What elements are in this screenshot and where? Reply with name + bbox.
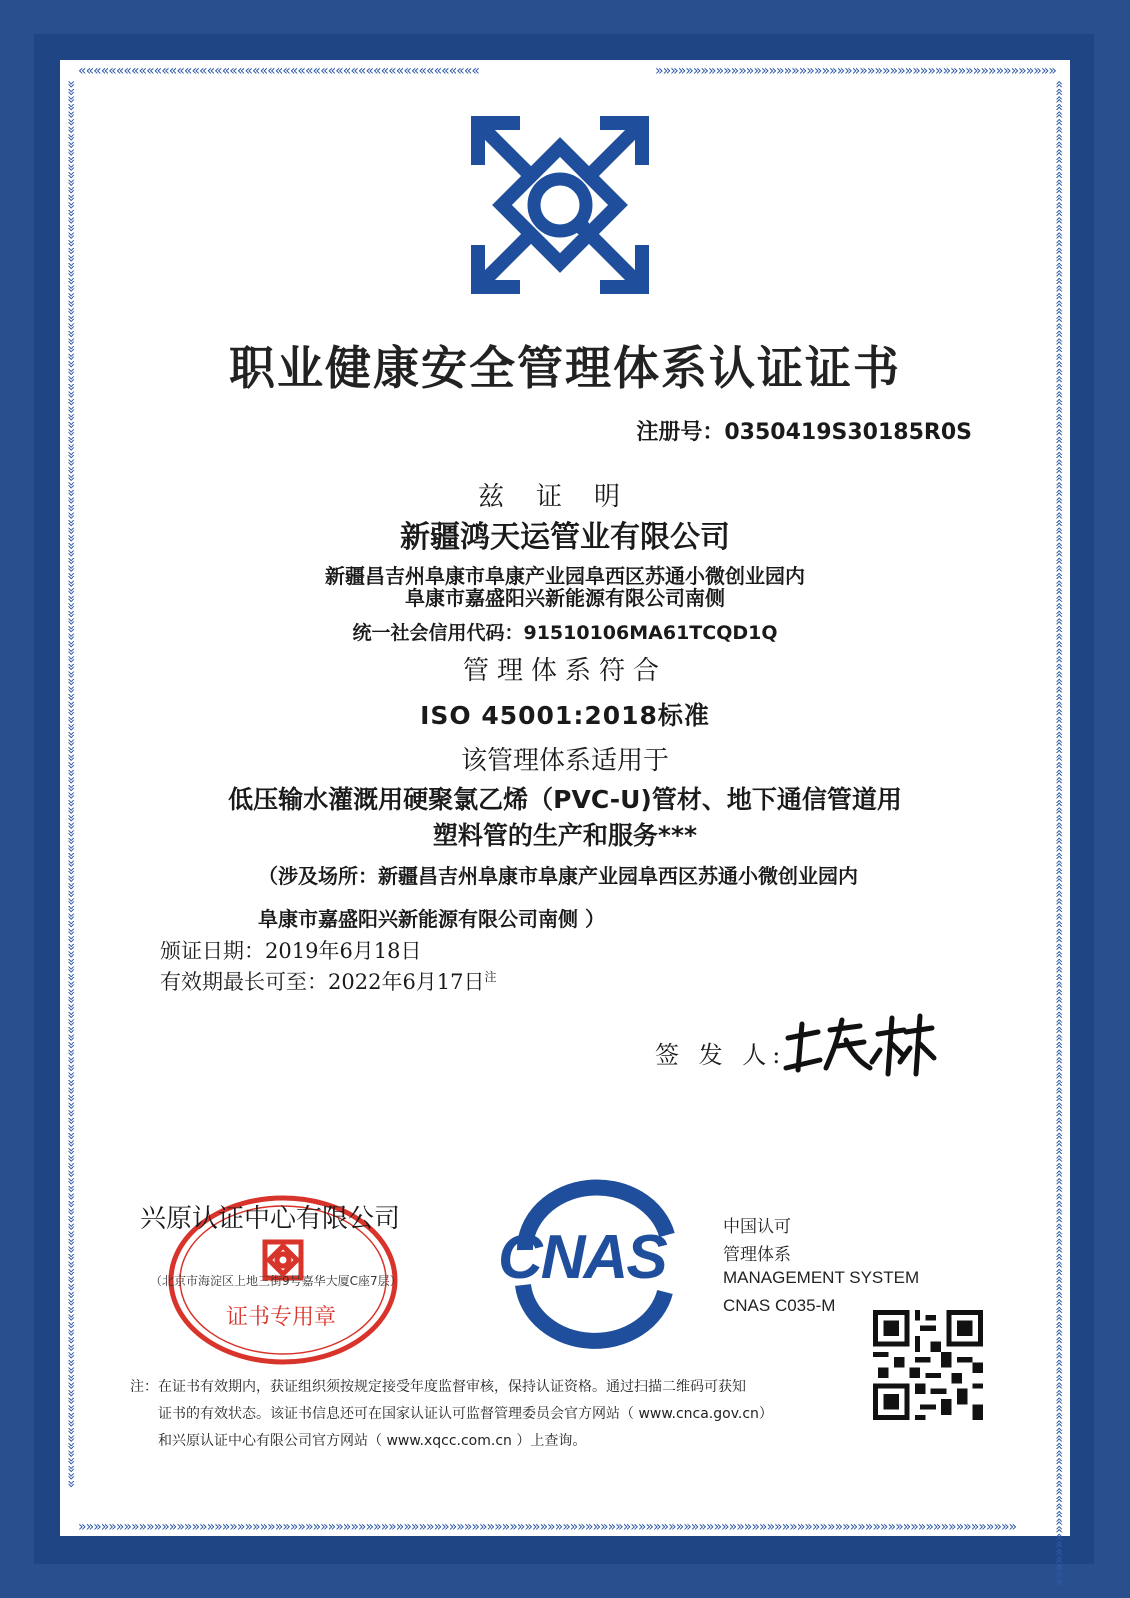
footnote-line1: 注：在证书有效期内，获证组织须按规定接受年度监督审核，保持认证资格。通过扫描二维码可获知 [130,1379,746,1395]
footnote-line3: 和兴原认证中心有限公司官方网站（ www.xqcc.com.cn ）上查询。 [158,1433,587,1449]
conforms-text: 管理体系符合 [462,656,667,686]
company-name: 新疆鸿天运管业有限公司 [400,520,730,555]
credit-code: 统一社会信用代码：91510106MA61TCQD1Q [352,622,778,644]
certification-emblem-icon [470,115,650,295]
cnas-line4: CNAS C035-M [723,1296,836,1315]
scope-line1: 低压输水灌溉用硬聚氯乙烯（PVC-U)管材、地下通信管道用 [228,785,902,814]
company-address-line1: 新疆昌吉州阜康市阜康产业园阜西区苏通小微创业园内 [325,564,805,588]
seal-bottom-text: 证书专用章 [226,1305,337,1330]
cnas-line2: 管理体系 [723,1245,791,1264]
site-line1: （涉及场所：新疆昌吉州阜康市阜康产业园阜西区苏通小微创业园内 [258,864,858,888]
cnas-line3: MANAGEMENT SYSTEM [723,1268,920,1287]
qr-code-icon[interactable] [873,1310,983,1420]
cnas-logo-text: CNAS [498,1223,666,1292]
valid-until: 有效期最长可至：2022年6月17日$^注$ [160,970,497,994]
signer-label: 签 发 人: [655,1041,787,1069]
border-chevron-bottom: »»»»»»»»»»»»»»»»»»»»»»»»»»»»»»»»»»»»»»»»»»»»»»»»»»»»»»»»»»»»»»»»»»»»»»»»»»»»»»»»»»»»»»»»»»»»»»»»»»»»»»»»»»»»»»»»»»»»»»»»»»»» [78,1519,1017,1535]
seal-address: （北京市海淀区上地三街9号嘉华大厦C座7层） [150,1274,402,1288]
issue-date: 颁证日期：2019年6月18日 [160,939,422,963]
site-line2: 阜康市嘉盛阳兴新能源有限公司南侧 ） [258,907,605,931]
certificate-title: 职业健康安全管理体系认证证书 [229,341,901,395]
cnas-line1: 中国认可 [723,1217,791,1236]
border-chevron-top-right: »»»»»»»»»»»»»»»»»»»»»»»»»»»»»»»»»»»»»»»»»»»»»»»»»»»»» [655,63,1056,79]
standard-text: ISO 45001:2018标准 [420,701,710,730]
company-address-line2: 阜康市嘉盛阳兴新能源有限公司南侧 [405,586,725,610]
hereby-certify-text: 兹证明 [477,482,652,512]
handwritten-signature [780,1010,940,1080]
border-chevron-left: »»»»»»»»»»»»»»»»»»»»»»»»»»»»»»»»»»»»»»»»»»»»»»»»»»»»»»»»»»»»»»»»»»»»»»»»»»»»»»»»»»»»»»»»»»»»»»»»»»»»»»»»»»»»»»»»»»»»»»»»»»»»»»»»»»»»»»»»»»»»»»»»»»»»»»»»»»»»»»»»»»»»»»»»»»»»»»»»»»»»»»»»»» [63,80,79,1488]
border-chevron-top-left: ««««««««««««««««««««««««««««««««««««««««««««««««««««« [78,63,479,79]
border-chevron-right: ««««««««««««««««««««««««««««««««««««««««««««««««««««««««««««««««««««««««««««««««««««««««««««««««««««««««««««««««««««««««««««««««««««««««««««««««««««««««««««««««««««««««««««««««««««««««««««««««««««««« [1051,80,1067,1586]
issuing-body: 兴原认证中心有限公司 [140,1204,401,1234]
footnote-line2: 证书的有效状态。该证书信息还可在国家认证认可监督管理委员会官方网站（ www.cnca.gov.cn） [158,1406,773,1422]
applicable-text: 该管理体系适用于 [460,746,669,776]
scope-line2: 塑料管的生产和服务*** [432,821,698,850]
registration-number: 注册号：0350419S30185R0S [636,420,972,445]
valid-note-mark: 注 [484,970,497,984]
